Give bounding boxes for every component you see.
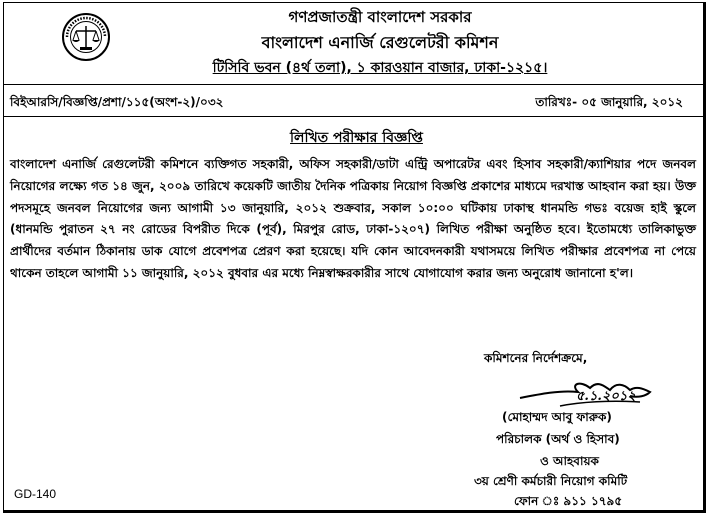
signatory-name: (মোহাম্মদ আবু ফারুক)	[502, 410, 612, 424]
notice-title	[0, 126, 713, 150]
signatory-designation: পরিচালক (অর্থ ও হিসাব)	[496, 432, 620, 446]
header-commission: বাংলাদেশ এনার্জি রেগুলেটরী কমিশন	[261, 33, 499, 52]
notice-title-text: লিখিত পরীক্ষার বিজ্ঞপ্তি	[290, 130, 423, 146]
reference-divider	[4, 116, 704, 117]
reference-number: বিইআরসি/বিজ্ঞপ্তি/প্রশা/১১৫(অংশ-২)/০৩২	[10, 95, 224, 109]
notice-date: তারিখঃ- ০৫ জানুয়ারি, ২০১২	[535, 95, 683, 109]
header-government: গণপ্রজাতন্ত্রী বাংলাদেশ সরকার	[288, 8, 472, 26]
committee-name: ৩য় শ্রেণী কর্মচারী নিয়োগ কমিটি	[474, 474, 628, 488]
header-address: টিসিবি ভবন (৪র্থ তলা), ১ কারওয়ান বাজার, ঢাকা-১২১৫।	[212, 60, 548, 76]
header-divider	[4, 84, 704, 85]
government-seal-icon	[61, 12, 111, 62]
signatory-role: ও আহবায়ক	[540, 454, 599, 468]
footer-code: GD-140	[14, 487, 57, 501]
phone-number: ফোন ঃ ৯১১ ১৭৯৫	[514, 494, 623, 508]
notice-body: বাংলাদেশ এনার্জি রেগুলেটরী কমিশনে ব্যক্তিগত সহকারী, অফিস সহকারী/ডাটা এন্ট্রি অপারেটর এবং হিসাব সহকারী/ক্যাশিয়ার পদে জনবল নিয়োগের লক্ষ্যে গত ১৪ জুন, ২০০৯ তারিখে কয়েকটি জাতীয় দৈনিক পত্রিকায় নিয়োগ বিজ্ঞপ্তি প্রকাশের মাধ্যমে দরখাস্ত আহবান করা হয়। উক্ত পদসমূহে জনবল নিয়োগের জন্য আগামী ১৩ জানুয়ারি, ২০১২ শুক্রবার, সকাল ১০:০০ ঘটিকায় ঢাকাস্থ ধানমন্ডি গভঃ বয়েজ হাই স্কুলে (ধানমন্ডি পুরাতন ২৭ নং রোডের বিপরীত দিকে (পূর্ব), মিরপুর রোড, ঢাকা-১২০৭) লিখিত পরীক্ষা অনুষ্ঠিত হবে। ইতোমধ্যে তালিকাভুক্ত প্রার্থীদের বর্তমান ঠিকানায় ডাক যোগে প্রবেশপত্র প্রেরণ করা হয়েছে। যদি কোন আবেদনকারী যথাসময়ে লিখিত পরীক্ষার প্রবেশপত্র না পেয়ে থাকেন তাহলে আগামী ১১ জানুয়ারি, ২০১২ বুধবার এর মধ্যে নিম্নস্বাক্ষরকারীর সাথে যোগাযোগ করার জন্য অনুরোধ জানানো হ'ল।	[10, 157, 696, 280]
signature-order: কমিশনের নির্দেশক্রমে,	[484, 351, 588, 365]
handwritten-date: ৫.১.২০১২	[576, 389, 636, 404]
